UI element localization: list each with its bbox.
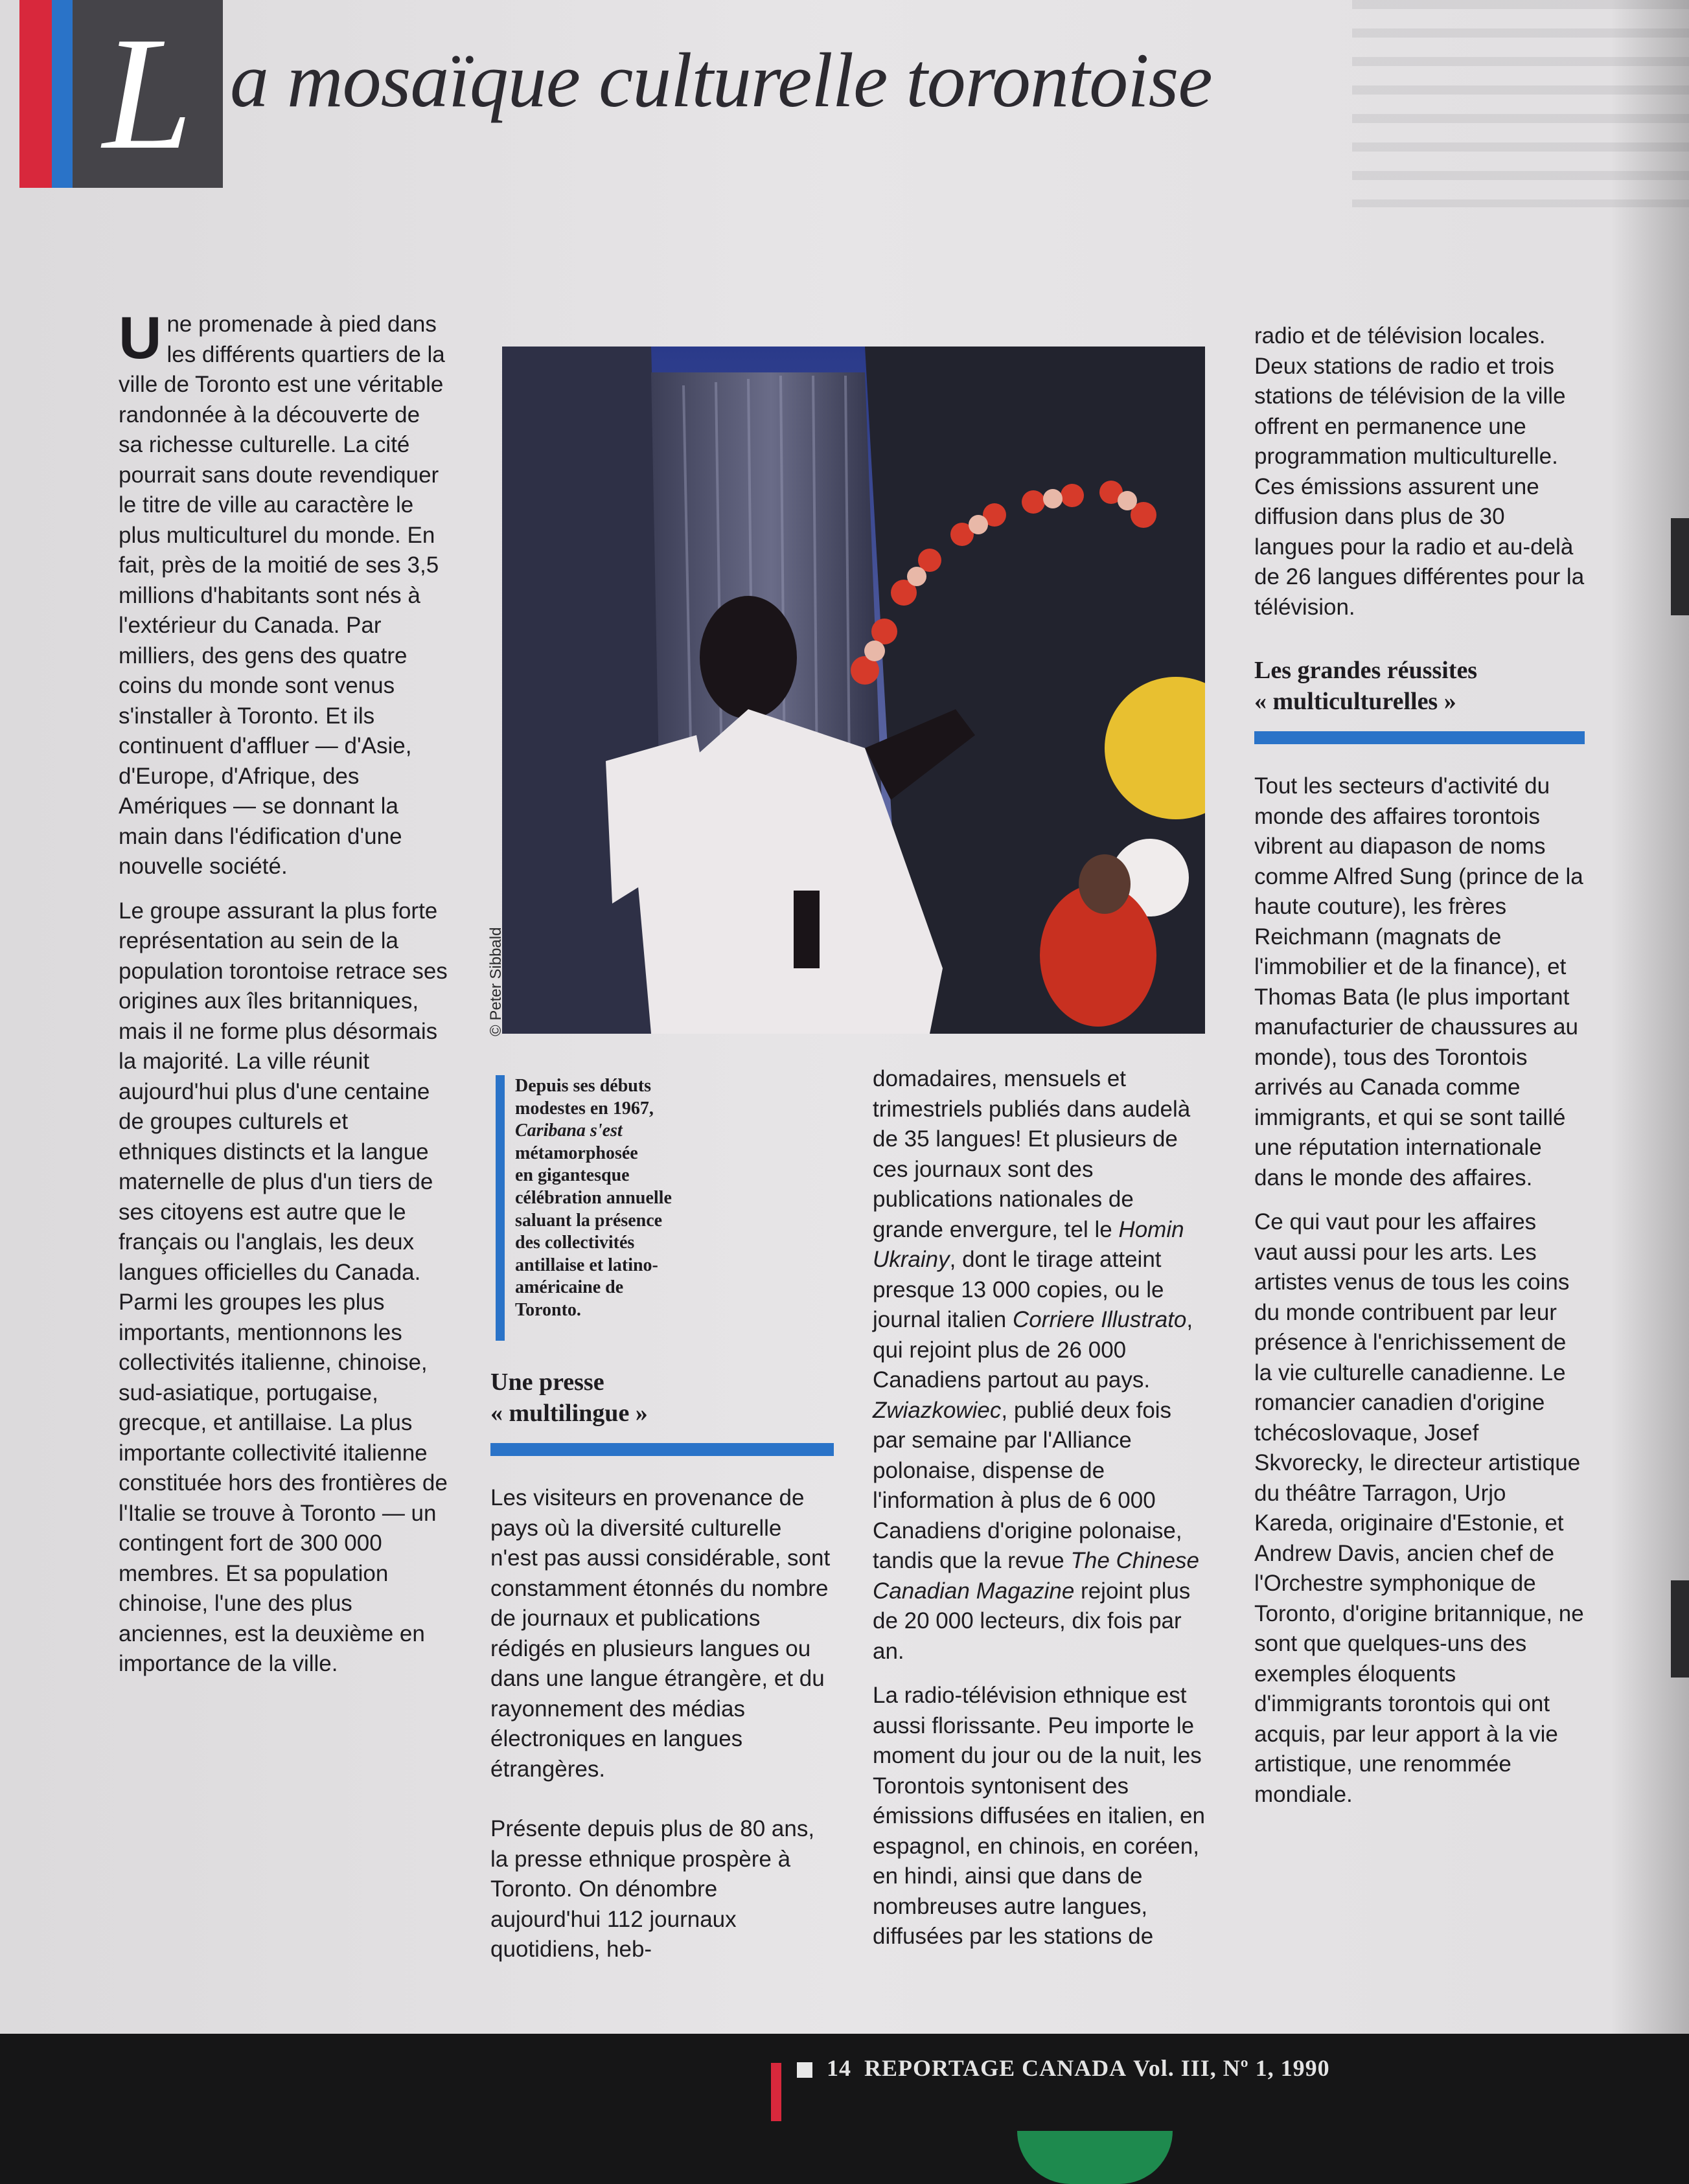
text-run: , publié deux fois par semaine par l'Alliance polonaise, dispense de l'information à plus de 6 000 Canadiens d'origine polonaise, tandis que la revue	[873, 1397, 1182, 1573]
heading-rule	[1254, 731, 1585, 744]
paragraph: La radio-télévision ethnique est aussi florissante. Peu importe le moment du jour ou de la nuit, les Torontois syntonisent des émissions diffusées en italien, en espagnol, en chinois, en coréen, en hindi, ainsi que dans de nombreuses autre langues, diffusées par les stations de	[873, 1683, 1205, 1949]
paragraph: Présente depuis plus de 80 ans, la presse ethnique prospère à Toronto. On dénombre aujourd'hui 112 journaux quotidiens, heb-	[490, 1816, 815, 1962]
section-heading-presse	[490, 1367, 834, 1429]
paragraph: Les visiteurs en provenance de pays où la diversité culturelle n'est pas aussi considérable, sont constamment étonnés du nombre de journaux et publications rédigés en plusieurs langues ou dans une langue étrangère, et du rayonnement des médias électroniques en langues étrangères.	[490, 1485, 831, 1782]
caption-line: antillaise et latino-	[515, 1255, 658, 1275]
caption-line: en gigantesque	[515, 1165, 630, 1186]
photo-credit	[487, 1017, 604, 1036]
photo-caption	[515, 1075, 722, 1322]
caption-line: des collectivités	[515, 1233, 635, 1253]
title-drop-letter: L	[73, 0, 223, 188]
publication-name: REPORTAGE CANADA	[864, 2055, 1127, 2081]
publication-title: The Chinese Canadian Magazine	[873, 1548, 1199, 1604]
publication-title: Zwiazkowiec	[873, 1397, 1002, 1423]
column-1	[119, 305, 449, 1694]
paragraph: Ce qui vaut pour les affaires vaut aussi pour les arts. Les artistes venus de tous les coins du monde contribuent par leur présence à l'enrichissement de la vie culturelle canadienne. Le romancier canadien d'origine tchécoslovaque, Josef Skvorecky, le directeur artistique du théâtre Tarragon, Urjo Kareda, originaire d'Estonie, et Andrew Davis, ancien chef de l'Orchestre symphonique de Toronto, d'origine britannique, ne sont que quelques-uns des exemples éloquents d'immigrants torontois qui ont acquis, par leur apport à la vie artistique, une renommée mondiale.	[1254, 1209, 1584, 1807]
section-heading-reussites	[1254, 655, 1585, 717]
heading-rule	[490, 1443, 834, 1456]
binding-clip-top	[1671, 518, 1689, 615]
intro-paragraph	[119, 305, 449, 882]
column-3	[873, 1064, 1210, 1966]
caption-italic: Caribana s'est	[515, 1120, 623, 1141]
column-4	[1254, 321, 1585, 1824]
publication-title: Homin Ukrainy	[873, 1216, 1184, 1272]
caption-line: américaine de	[515, 1277, 624, 1298]
heading-line: « multilingue »	[490, 1400, 648, 1427]
paragraph: Le groupe assurant la plus forte représentation au sein de la population torontoise retrace ses origines aux îles britanniques, mais il ne forme plus désormais la majorité. La ville réunit aujourd'hui plus d'une centaine de groupes culturels et ethniques distincts et la langue maternelle de plus d'un tiers de ses citoyens est autre que le français ou l'anglais, les deux langues officielles du Canada. Parmi les groupes les plus importants, mentionnons les collectivités italienne, chinoise, sud-asiatique, portugaise, grecque, et antillaise. La plus importante collectivité italienne constituée hors des frontières de l'Italie se trouve à Toronto — un contingent fort de 300 000 membres. Et sa population chinoise, l'une des plus anciennes, est la deuxième en importance de la ville.	[119, 898, 448, 1676]
title-accent-red	[19, 0, 52, 188]
intro-text: ne promenade à pied dans les différents quartiers de la ville de Toronto est une véritable randonnée à la découverte de sa richesse culturelle. La cité pourrait sans doute revendiquer le titre de ville au caractère le plus multiculturel du monde. En fait, près de la moitié de ses 3,5 millions d'habitants sont nés à l'extérieur du Canada. Par milliers, des gens des quatre coins du monde sont venus s'installer à Toronto. Et ils continuent d'affluer — d'Asie, d'Europe, d'Afrique, des Amériques — se donnant la main dans l'édification d'une nouvelle société.	[119, 312, 445, 879]
caribana-photo	[502, 347, 1205, 1034]
footer-folio	[827, 2054, 1330, 2082]
caption-line	[515, 1120, 722, 1143]
binding-clip-bottom	[1671, 1580, 1689, 1678]
heading-line: Une presse	[490, 1369, 604, 1396]
issue-info: Vol. III, Nº 1, 1990	[1133, 2055, 1330, 2081]
photo-illustration	[502, 347, 1205, 1034]
title-accent-blue	[52, 0, 73, 188]
footer-accent-red	[771, 2063, 781, 2121]
text-run: , dont le tirage atteint presque 13 000 copies, ou le journal italien	[873, 1247, 1164, 1332]
page-number: 14	[827, 2055, 851, 2081]
heading-line: « multiculturelles »	[1254, 688, 1456, 715]
drop-cap: U	[119, 305, 162, 371]
caption-line: saluant la présence	[515, 1210, 663, 1231]
paragraph: radio et de télévision locales. Deux stations de radio et trois stations de télévision de la ville offrent en permanence une programmation multiculturelle. Ces émissions assurent une diffusion dans plus de 30 langues pour la radio et au-delà de 26 langues différentes pour la télévision.	[1254, 323, 1585, 620]
heading-line: Les grandes réussites	[1254, 657, 1478, 684]
page-edge-shadow	[1611, 0, 1689, 2040]
paragraph	[873, 1064, 1210, 1666]
paragraph: Tout les secteurs d'activité du monde des affaires torontois vibrent au diapason de noms comme Alfred Sung (prince de la haute couture), les frères Reichmann (magnats de l'immobilier et de la finance), et Thomas Bata (le plus important manufacturier de chaussures au monde), tous des Torontois arrivés au Canada comme immigrants, et qui se sont taillé une réputation internationale dans le monde des affaires.	[1254, 773, 1583, 1190]
caption-line: Toronto.	[515, 1299, 581, 1320]
column-2	[490, 1367, 834, 1979]
publication-title: Corriere Illustrato	[1012, 1307, 1187, 1332]
text-run: , qui rejoint plus de 26 000 Canadiens partout au pays.	[873, 1307, 1193, 1393]
footer-square-icon	[797, 2062, 812, 2078]
text-run: rejoint plus de 20 000 lecteurs, dix fois par an.	[873, 1578, 1191, 1664]
caption-line: célébration annuelle	[515, 1187, 672, 1208]
caption-line: modestes en 1967,	[515, 1098, 654, 1119]
caption-line: Depuis ses débuts	[515, 1076, 652, 1096]
page-title: a mosaïque culturelle torontoise	[230, 37, 1212, 123]
caption-line: métamorphosée	[515, 1143, 638, 1163]
caption-accent-bar	[496, 1075, 505, 1341]
text-run: domadaires, mensuels et trimestriels publiés dans audelà de 35 langues! Et plusieurs de ces journaux sont des publications nationales de grande envergure, tel le	[873, 1066, 1191, 1242]
